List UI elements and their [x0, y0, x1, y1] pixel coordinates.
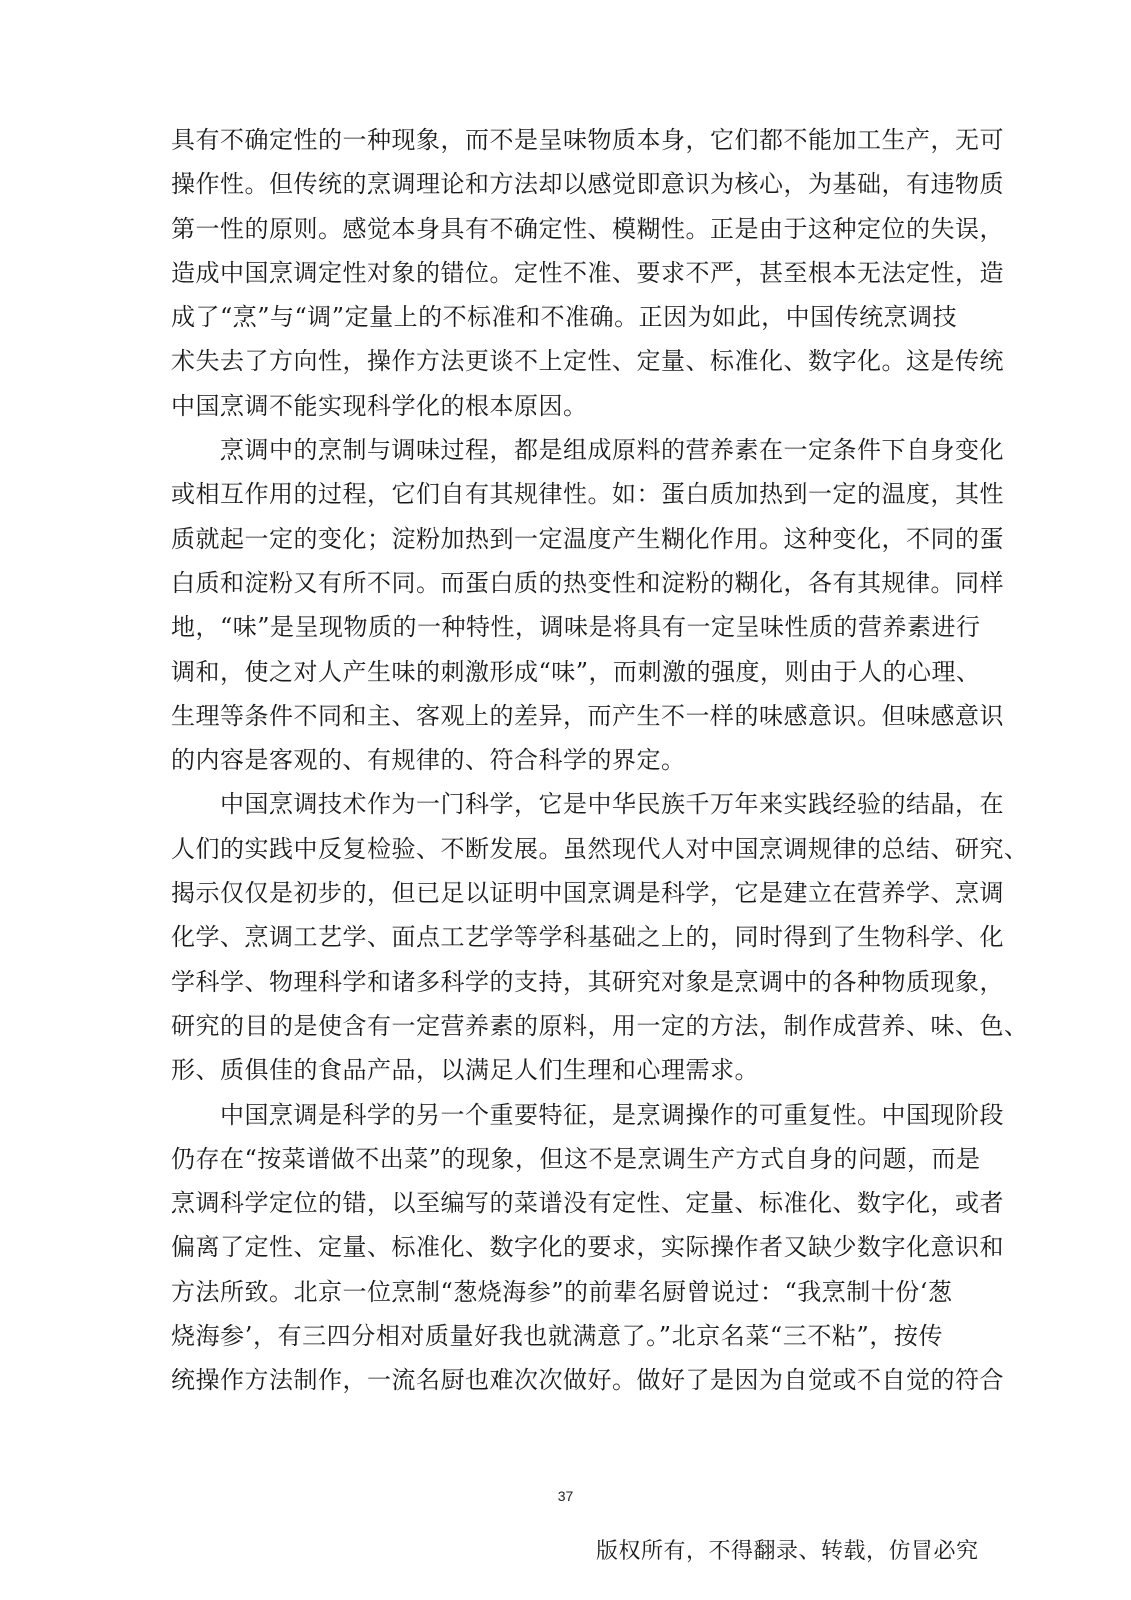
text-line: 操作性。但传统的烹调理论和方法却以感觉即意识为核心，为基础，有违物质 [171, 170, 1004, 199]
text-line: 化学、烹调工艺学、面点工艺学等学科基础之上的，同时得到了生物科学、化 [171, 923, 1004, 952]
text-line: 具有不确定性的一种现象，而不是呈味物质本身，它们都不能加工生产，无可 [171, 126, 1004, 154]
text-line: 调和，使之对人产生味的刺激形成“味”，而刺激的强度，则由于人的心理、 [171, 657, 981, 686]
text-line: 中国烹调不能实现科学化的根本原因。 [171, 391, 588, 420]
text-line: 形、质俱佳的食品产品，以满足人们生理和心理需求。 [171, 1056, 759, 1085]
text-line: 研究的目的是使含有一定营养素的原料，用一定的方法，制作成营养、味、色、 [171, 1011, 1029, 1040]
copyright-notice: 版权所有，不得翻录、转载，仿冒必究 [596, 1539, 979, 1564]
text-line: 成了“烹”与“调”定量上的不标准和不准确。正因为如此，中国传统烹调技 [171, 303, 958, 332]
text-line: 偏离了定性、定量、标准化、数字化的要求，实际操作者又缺少数字化意识和 [171, 1233, 1004, 1262]
paragraph-2 [171, 428, 1004, 782]
page-number: 37 [557, 1488, 574, 1504]
text-line: 第一性的原则。感觉本身具有不确定性、模糊性。正是由于这种定位的失误， [171, 214, 1004, 243]
text-line: 学科学、物理科学和诸多科学的支持，其研究对象是烹调中的各种物质现象， [171, 967, 1004, 996]
text-line: 人们的实践中反复检验、不断发展。虽然现代人对中国烹调规律的总结、研究、 [171, 834, 1029, 863]
text-line: 地，“味”是呈现物质的一种特性，调味是将具有一定呈味性质的营养素进行 [171, 613, 981, 642]
text-line: 中国烹调是科学的另一个重要特征，是烹调操作的可重复性。中国现阶段 [171, 1100, 1004, 1129]
text-line: 的内容是客观的、有规律的、符合科学的界定。 [171, 746, 686, 775]
text-line: 术失去了方向性，操作方法更谈不上定性、定量、标准化、数字化。这是传统 [171, 347, 1004, 376]
body-text [171, 118, 1029, 1403]
text-line: 方法所致。北京一位烹制“葱烧海参”的前辈名厨曾说过：“我烹制十份‘葱 [171, 1277, 953, 1306]
text-line: 生理等条件不同和主、客观上的差异，而产生不一样的味感意识。但味感意识 [171, 701, 1004, 730]
text-line: 造成中国烹调定性对象的错位。定性不准、要求不严，甚至根本无法定性，造 [171, 258, 1004, 287]
text-line: 烧海参’，有三四分相对质量好我也就满意了。”北京名菜“三不粘”，按传 [171, 1322, 943, 1351]
text-line: 烹调中的烹制与调味过程，都是组成原料的营养素在一定条件下自身变化 [171, 436, 1004, 465]
text-line: 烹调科学定位的错，以至编写的菜谱没有定性、定量、标准化、数字化，或者 [171, 1189, 1004, 1218]
text-line: 统操作方法制作，一流名厨也难次次做好。做好了是因为自觉或不自觉的符合 [171, 1366, 1004, 1395]
text-line: 仍存在“按菜谱做不出菜”的现象，但这不是烹调生产方式自身的问题，而是 [171, 1144, 981, 1173]
paragraph-1 [171, 118, 1004, 428]
text-line: 揭示仅仅是初步的，但已足以证明中国烹调是科学，它是建立在营养学、烹调 [171, 879, 1004, 908]
paragraph-4 [171, 1093, 1004, 1403]
text-line: 中国烹调技术作为一门科学，它是中华民族千万年来实践经验的结晶，在 [171, 790, 1004, 819]
text-line: 白质和淀粉又有所不同。而蛋白质的热变性和淀粉的糊化，各有其规律。同样 [171, 568, 1004, 597]
paragraph-3 [171, 782, 1029, 1092]
text-line: 或相互作用的过程，它们自有其规律性。如：蛋白质加热到一定的温度，其性 [171, 480, 1004, 509]
text-line: 质就起一定的变化；淀粉加热到一定温度产生糊化作用。这种变化，不同的蛋 [171, 524, 1004, 553]
